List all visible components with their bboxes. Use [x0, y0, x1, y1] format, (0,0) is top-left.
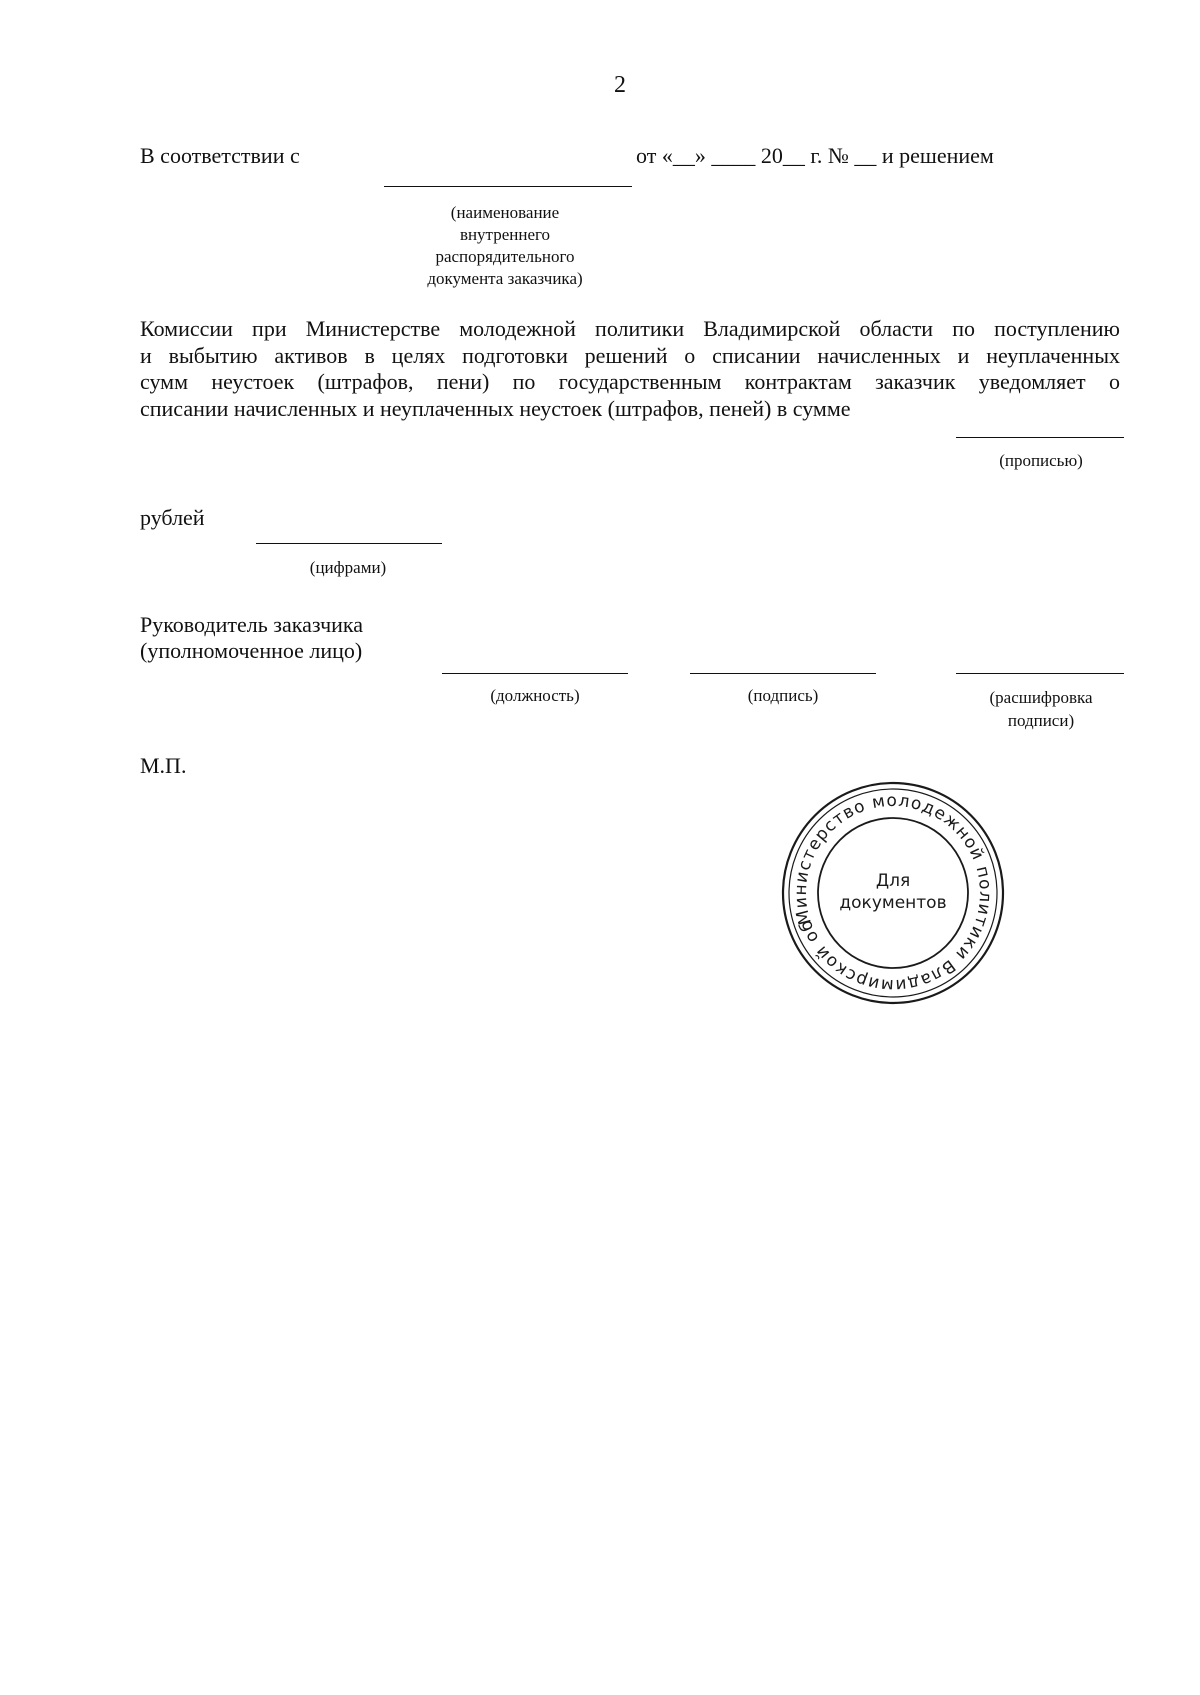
amount-words-blank: [956, 437, 1124, 438]
paragraph-line: сумм неустоек (штрафов, пени) по государственным контрактам заказчик уведомляет о: [140, 369, 1120, 394]
paragraph-line: и выбытию активов в целях подготовки решений о списании начисленных и неуплаченных: [140, 342, 1120, 368]
position-caption: (должность): [490, 686, 580, 705]
doc-name-caption-line: документа заказчика): [427, 269, 583, 288]
head-label-line: (уполномоченное лицо): [140, 638, 363, 663]
page-number: 2: [614, 72, 626, 98]
head-label: [140, 612, 363, 664]
decoding-caption: [966, 686, 1116, 732]
doc-name-caption-line: распорядительного: [435, 247, 575, 266]
rubles-label: рублей: [140, 505, 205, 530]
signature-caption: (подпись): [747, 686, 819, 705]
in-digits-caption: (цифрами): [309, 558, 387, 577]
decoding-caption-line: (расшифровка: [989, 688, 1093, 707]
stamp-center-line-2: документов: [839, 893, 947, 913]
notice-paragraph: [140, 316, 1120, 422]
head-label-line: Руководитель заказчика: [140, 612, 364, 637]
seal-place-label: М.П.: [140, 753, 187, 778]
decoding-blank: [956, 673, 1124, 674]
doc-name-caption-line: (наименование: [450, 203, 560, 222]
stamp-ring-textpath: Министерство молодежной политики Владимирской области: [790, 790, 996, 996]
in-words-caption: (прописью): [999, 451, 1083, 470]
in-accordance-label: В соответствии с: [140, 143, 300, 168]
decoding-caption-line: подписи): [1007, 711, 1075, 730]
stamp-center-line-1: Для: [875, 871, 911, 891]
stamp-graphic: [778, 778, 1008, 1008]
amount-digits-blank: [256, 543, 442, 544]
doc-name-caption: [400, 202, 610, 290]
signature-blank: [690, 673, 876, 674]
position-blank: [442, 673, 628, 674]
doc-name-caption-line: внутреннего: [459, 225, 551, 244]
paragraph-line: Комиссии при Министерстве молодежной политики Владимирской области по поступлению: [140, 316, 1120, 341]
official-stamp: [778, 778, 1008, 1008]
date-number-line: от «__» ____ 20__ г. № __ и решением: [636, 143, 994, 168]
paragraph-line: списании начисленных и неуплаченных неустоек (штрафов, пеней) в сумме: [140, 395, 851, 421]
doc-name-blank: [384, 186, 632, 187]
